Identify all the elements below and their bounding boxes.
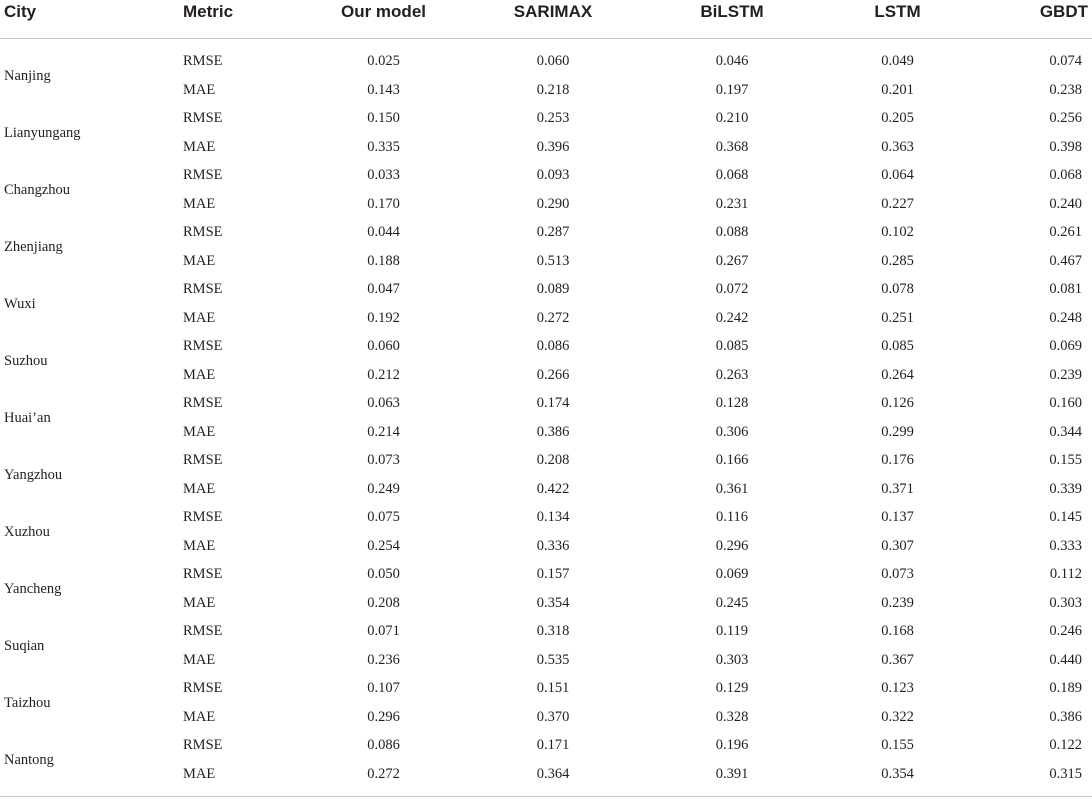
value-cell: 0.212 xyxy=(367,366,400,383)
value-cell: 0.322 xyxy=(881,708,914,725)
value-cell: 0.261 xyxy=(1049,224,1082,241)
value-cell: 0.150 xyxy=(367,110,400,127)
value-cell: 0.218 xyxy=(536,81,570,98)
value-cell: 0.248 xyxy=(1049,309,1082,326)
value-cell: 0.239 xyxy=(881,594,914,611)
city-cell: Wuxi xyxy=(4,295,36,312)
table-row xyxy=(0,161,1092,190)
value-cell: 0.201 xyxy=(881,81,914,98)
value-cell: 0.102 xyxy=(881,224,914,241)
value-cell: 0.364 xyxy=(536,765,570,782)
value-cell: 0.254 xyxy=(367,537,400,554)
value-cell: 0.189 xyxy=(1049,680,1082,697)
city-cell: Suqian xyxy=(4,637,45,654)
value-cell: 0.386 xyxy=(536,423,570,440)
value-cell: 0.151 xyxy=(536,680,570,697)
column-header-city: City xyxy=(0,0,183,39)
metric-cell: MAE xyxy=(183,537,216,554)
metric-cell: MAE xyxy=(183,765,216,782)
table-row xyxy=(0,47,1092,76)
value-cell: 0.339 xyxy=(1049,480,1082,497)
value-cell: 0.081 xyxy=(1049,281,1082,298)
value-cell: 0.107 xyxy=(367,680,400,697)
value-cell: 0.371 xyxy=(881,480,914,497)
value-cell: 0.205 xyxy=(881,110,914,127)
city-cell: Xuzhou xyxy=(4,523,50,540)
value-cell: 0.122 xyxy=(1049,737,1082,754)
metric-cell: RMSE xyxy=(183,167,223,184)
value-cell: 0.296 xyxy=(715,537,749,554)
value-cell: 0.361 xyxy=(715,480,749,497)
value-cell: 0.071 xyxy=(367,623,400,640)
value-cell: 0.227 xyxy=(881,195,914,212)
value-cell: 0.354 xyxy=(881,765,914,782)
value-cell: 0.344 xyxy=(1049,423,1082,440)
value-cell: 0.315 xyxy=(1049,765,1082,782)
value-cell: 0.123 xyxy=(881,680,914,697)
value-cell: 0.370 xyxy=(536,708,570,725)
value-cell: 0.166 xyxy=(715,452,749,469)
value-cell: 0.266 xyxy=(536,366,570,383)
city-cell: Changzhou xyxy=(4,181,71,198)
value-cell: 0.129 xyxy=(715,680,749,697)
value-cell: 0.073 xyxy=(367,452,400,469)
value-cell: 0.033 xyxy=(367,167,400,184)
value-cell: 0.363 xyxy=(881,138,914,155)
value-cell: 0.050 xyxy=(367,566,400,583)
value-cell: 0.197 xyxy=(715,81,749,98)
value-cell: 0.060 xyxy=(536,53,570,70)
value-cell: 0.060 xyxy=(367,338,400,355)
city-cell: Yangzhou xyxy=(4,466,63,483)
value-cell: 0.046 xyxy=(715,53,749,70)
value-cell: 0.290 xyxy=(536,195,570,212)
value-cell: 0.256 xyxy=(1049,110,1082,127)
value-cell: 0.068 xyxy=(1049,167,1082,184)
value-cell: 0.236 xyxy=(367,651,400,668)
metric-cell: MAE xyxy=(183,195,216,212)
metric-cell: MAE xyxy=(183,366,216,383)
value-cell: 0.336 xyxy=(536,537,570,554)
metric-cell: RMSE xyxy=(183,509,223,526)
metric-cell: RMSE xyxy=(183,110,223,127)
value-cell: 0.354 xyxy=(536,594,570,611)
metric-cell: RMSE xyxy=(183,680,223,697)
value-cell: 0.208 xyxy=(536,452,570,469)
metric-cell: RMSE xyxy=(183,623,223,640)
metric-cell: MAE xyxy=(183,708,216,725)
city-cell: Nantong xyxy=(4,751,54,768)
table-row xyxy=(0,617,1092,646)
city-cell: Taizhou xyxy=(4,694,51,711)
value-cell: 0.025 xyxy=(367,53,400,70)
value-cell: 0.078 xyxy=(881,281,914,298)
value-cell: 0.264 xyxy=(881,366,914,383)
value-cell: 0.422 xyxy=(536,480,570,497)
value-cell: 0.513 xyxy=(536,252,570,269)
value-cell: 0.296 xyxy=(367,708,400,725)
value-cell: 0.126 xyxy=(881,395,914,412)
metric-cell: MAE xyxy=(183,252,216,269)
column-header-sarimax: SARIMAX xyxy=(459,0,647,39)
column-header-lstm: LSTM xyxy=(817,0,978,39)
value-cell: 0.069 xyxy=(715,566,749,583)
column-header-gbdt: GBDT xyxy=(978,0,1092,39)
value-cell: 0.214 xyxy=(367,423,400,440)
value-cell: 0.044 xyxy=(367,224,400,241)
city-cell: Yancheng xyxy=(4,580,62,597)
value-cell: 0.176 xyxy=(881,452,914,469)
table-row xyxy=(0,275,1092,304)
value-cell: 0.086 xyxy=(536,338,570,355)
value-cell: 0.253 xyxy=(536,110,570,127)
value-cell: 0.089 xyxy=(536,281,570,298)
city-cell: Zhenjiang xyxy=(4,238,63,255)
value-cell: 0.396 xyxy=(536,138,570,155)
value-cell: 0.238 xyxy=(1049,81,1082,98)
value-cell: 0.251 xyxy=(881,309,914,326)
value-cell: 0.063 xyxy=(367,395,400,412)
table-row xyxy=(0,446,1092,475)
table-bottom-rule xyxy=(0,788,1092,797)
value-cell: 0.075 xyxy=(367,509,400,526)
value-cell: 0.535 xyxy=(536,651,570,668)
metric-cell: MAE xyxy=(183,138,216,155)
value-cell: 0.085 xyxy=(715,338,749,355)
value-cell: 0.069 xyxy=(1049,338,1082,355)
value-cell: 0.328 xyxy=(715,708,749,725)
value-cell: 0.272 xyxy=(367,765,400,782)
value-cell: 0.192 xyxy=(367,309,400,326)
table-row xyxy=(0,560,1092,589)
city-cell: Nanjing xyxy=(4,67,51,84)
value-cell: 0.049 xyxy=(881,53,914,70)
value-cell: 0.168 xyxy=(881,623,914,640)
value-cell: 0.074 xyxy=(1049,53,1082,70)
value-cell: 0.368 xyxy=(715,138,749,155)
value-cell: 0.208 xyxy=(367,594,400,611)
metric-cell: MAE xyxy=(183,594,216,611)
metric-cell: RMSE xyxy=(183,737,223,754)
value-cell: 0.155 xyxy=(881,737,914,754)
metric-cell: RMSE xyxy=(183,395,223,412)
value-cell: 0.047 xyxy=(367,281,400,298)
value-cell: 0.287 xyxy=(536,224,570,241)
value-cell: 0.134 xyxy=(536,509,570,526)
metric-cell: MAE xyxy=(183,423,216,440)
value-cell: 0.170 xyxy=(367,195,400,212)
value-cell: 0.068 xyxy=(715,167,749,184)
value-cell: 0.249 xyxy=(367,480,400,497)
value-cell: 0.267 xyxy=(715,252,749,269)
value-cell: 0.093 xyxy=(536,167,570,184)
value-cell: 0.246 xyxy=(1049,623,1082,640)
table-row xyxy=(0,674,1092,703)
value-cell: 0.137 xyxy=(881,509,914,526)
value-cell: 0.210 xyxy=(715,110,749,127)
value-cell: 0.160 xyxy=(1049,395,1082,412)
metric-cell: RMSE xyxy=(183,566,223,583)
value-cell: 0.128 xyxy=(715,395,749,412)
metric-cell: MAE xyxy=(183,651,216,668)
value-cell: 0.064 xyxy=(881,167,914,184)
metric-cell: MAE xyxy=(183,309,216,326)
value-cell: 0.391 xyxy=(715,765,749,782)
column-header-our-model: Our model xyxy=(308,0,459,39)
value-cell: 0.299 xyxy=(881,423,914,440)
value-cell: 0.303 xyxy=(1049,594,1082,611)
value-cell: 0.263 xyxy=(715,366,749,383)
value-cell: 0.073 xyxy=(881,566,914,583)
metric-cell: RMSE xyxy=(183,281,223,298)
value-cell: 0.231 xyxy=(715,195,749,212)
table-row xyxy=(0,503,1092,532)
value-cell: 0.386 xyxy=(1049,708,1082,725)
table-row xyxy=(0,389,1092,418)
value-cell: 0.398 xyxy=(1049,138,1082,155)
metric-cell: RMSE xyxy=(183,338,223,355)
value-cell: 0.333 xyxy=(1049,537,1082,554)
value-cell: 0.306 xyxy=(715,423,749,440)
metric-cell: MAE xyxy=(183,480,216,497)
table-row xyxy=(0,332,1092,361)
value-cell: 0.171 xyxy=(536,737,570,754)
value-cell: 0.272 xyxy=(536,309,570,326)
city-cell: Lianyungang xyxy=(4,124,81,141)
value-cell: 0.143 xyxy=(367,81,400,98)
value-cell: 0.188 xyxy=(367,252,400,269)
value-cell: 0.303 xyxy=(715,651,749,668)
value-cell: 0.335 xyxy=(367,138,400,155)
metric-cell: RMSE xyxy=(183,224,223,241)
value-cell: 0.088 xyxy=(715,224,749,241)
column-header-bilstm: BiLSTM xyxy=(647,0,817,39)
value-cell: 0.440 xyxy=(1049,651,1082,668)
value-cell: 0.242 xyxy=(715,309,749,326)
value-cell: 0.367 xyxy=(881,651,914,668)
value-cell: 0.285 xyxy=(881,252,914,269)
value-cell: 0.196 xyxy=(715,737,749,754)
value-cell: 0.085 xyxy=(881,338,914,355)
value-cell: 0.467 xyxy=(1049,252,1082,269)
column-header-metric: Metric xyxy=(183,0,308,39)
value-cell: 0.157 xyxy=(536,566,570,583)
value-cell: 0.155 xyxy=(1049,452,1082,469)
value-cell: 0.072 xyxy=(715,281,749,298)
table-row xyxy=(0,218,1092,247)
value-cell: 0.116 xyxy=(715,509,749,526)
value-cell: 0.145 xyxy=(1049,509,1082,526)
table-row xyxy=(0,731,1092,760)
table-row xyxy=(0,104,1092,133)
header-row xyxy=(0,0,1092,39)
value-cell: 0.307 xyxy=(881,537,914,554)
value-cell: 0.086 xyxy=(367,737,400,754)
value-cell: 0.174 xyxy=(536,395,570,412)
metric-cell: RMSE xyxy=(183,452,223,469)
value-cell: 0.240 xyxy=(1049,195,1082,212)
city-cell: Huai’an xyxy=(4,409,51,426)
metric-cell: RMSE xyxy=(183,53,223,70)
city-cell: Suzhou xyxy=(4,352,48,369)
value-cell: 0.119 xyxy=(715,623,749,640)
value-cell: 0.245 xyxy=(715,594,749,611)
value-cell: 0.112 xyxy=(1049,566,1082,583)
metric-cell: MAE xyxy=(183,81,216,98)
value-cell: 0.318 xyxy=(536,623,570,640)
value-cell: 0.239 xyxy=(1049,366,1082,383)
